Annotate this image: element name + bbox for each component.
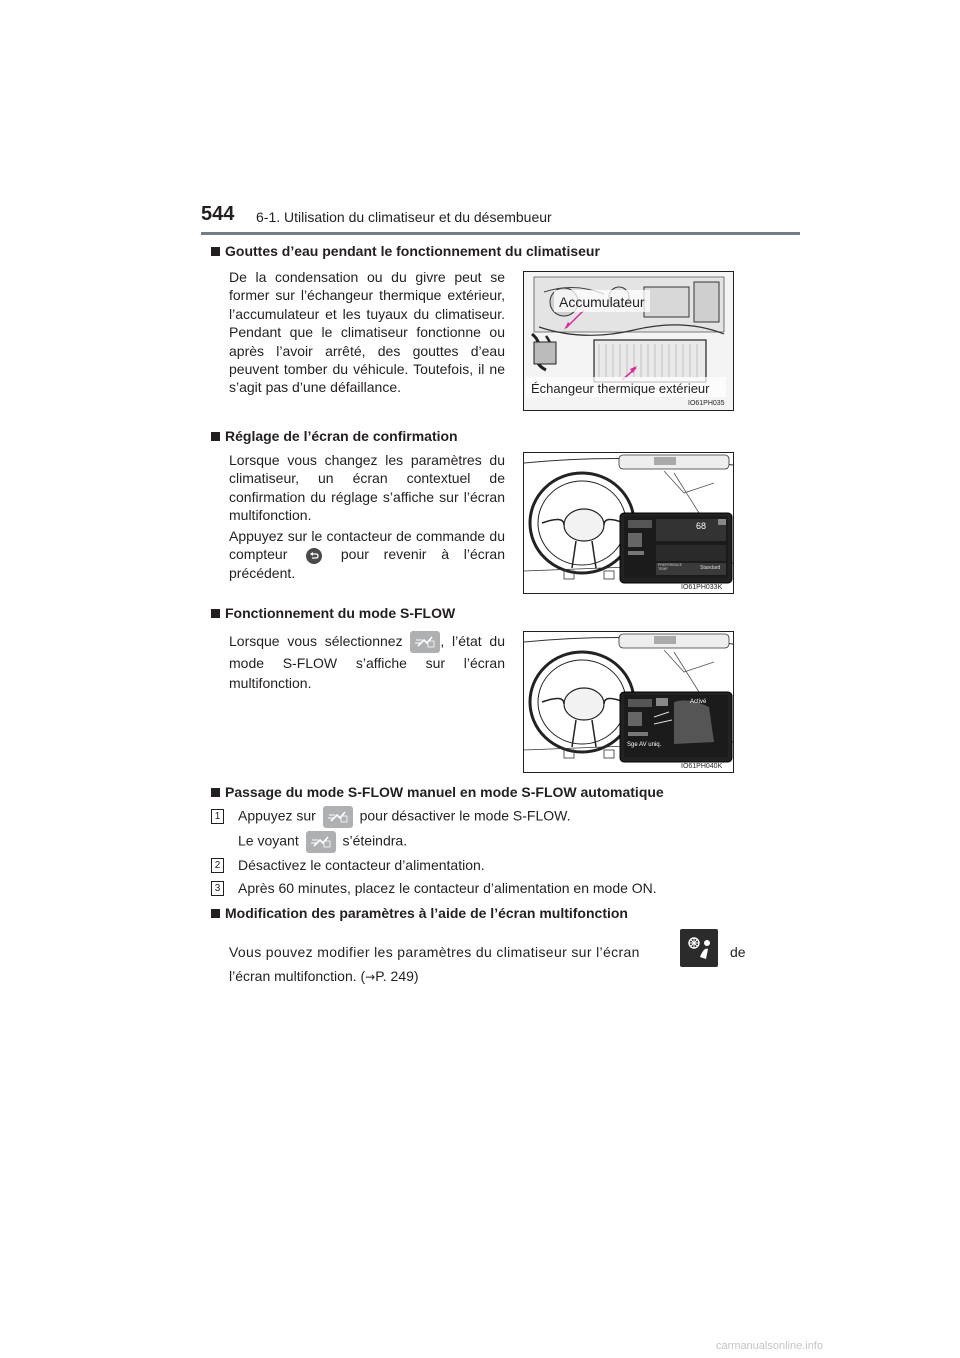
page-reference-link[interactable]: P. 249) (375, 968, 419, 984)
watermark: carmanualsonline.info (716, 1340, 824, 1352)
chapter-title: 6-1. Utilisation du climatiseur et du désembueur (256, 209, 552, 225)
label-exchanger: Échangeur thermique extérieur (531, 381, 710, 396)
climate-screen-icon (680, 929, 718, 967)
sflow-button-icon (410, 631, 440, 653)
sflow-indicator-icon (306, 831, 336, 853)
section-heading-condensation: Gouttes d’eau pendant le fonctionnement du climatiseur (211, 243, 600, 259)
bullet-square-icon (211, 788, 220, 797)
bullet-square-icon (211, 609, 220, 618)
section-heading-manual-to-auto: Passage du mode S-FLOW manuel en mode S-FLOW automatique (211, 784, 664, 800)
header-rule (201, 232, 800, 235)
multifunction-body-line2: l’écran multifonction. (→P. 249) (229, 968, 419, 984)
arrow-right-icon: → (365, 970, 376, 984)
step-number-2: 2 (211, 858, 224, 873)
figure-code: IO61PH035 (688, 400, 725, 407)
page-number: 544 (201, 203, 235, 225)
screen-status: Activé (690, 699, 707, 705)
confirmation-body-2: Appuyez sur le contacteur de commande du compteur pour revenir à l’écran précédent. (229, 528, 506, 581)
bullet-square-icon (211, 909, 220, 918)
figure-cockpit-sflow (523, 631, 734, 773)
label-accumulator: Accumulateur (559, 294, 645, 310)
return-icon (306, 548, 322, 564)
bullet-square-icon (211, 247, 220, 256)
screen-label-bottom: Standard (700, 565, 721, 571)
section-heading-confirmation: Réglage de l’écran de confirmation (211, 428, 458, 444)
figure-cockpit-confirmation (523, 452, 734, 594)
screen-value: 68 (696, 521, 707, 531)
step-number-3: 3 (211, 881, 224, 896)
screen-label: Sge AV uniq. (627, 742, 662, 748)
step-1-text: Appuyez sur pour désactiver le mode S-FLOW. (238, 806, 570, 828)
condensation-body: De la condensation ou du givre peut se former sur l’échangeur thermique extérieur, l’accumulateur et les tuyaux du climatiseur. Pendant que le climatiseur fonctionne ou après l’avoir arrêté, des gouttes d’eau peuvent tomber du véhicule. Toutefois, il ne s’agit pas d’une défaillance. (229, 269, 505, 396)
confirmation-body-1: Lorsque vous changez les paramètres du climatiseur, un écran contextuel de confirmation du réglage s’affiche sur l’écran multifonction. (229, 452, 505, 524)
sflow-button-icon (323, 806, 353, 828)
figure-code: IO61PH033K (681, 584, 723, 591)
figure-engine-bay (523, 271, 734, 411)
figure-code: IO61PH040K (681, 763, 723, 770)
screen-label-left: PREFERENCE TEMP (658, 563, 682, 571)
step-2-text: Désactivez le contacteur d’alimentation. (238, 857, 485, 873)
step-3-text: Après 60 minutes, placez le contacteur d’alimentation en mode ON. (238, 880, 657, 896)
sflow-body: Lorsque vous sélectionnez , l’état du mode S-FLOW s’affiche sur l’écran multifonction. (229, 633, 505, 692)
step-1-subtext: Le voyant s’éteindra. (238, 831, 407, 853)
bullet-square-icon (211, 432, 220, 441)
section-heading-multifunction: Modification des paramètres à l’aide de l’écran multifonction (211, 905, 628, 921)
step-number-1: 1 (211, 809, 224, 824)
multifunction-body-de: de (730, 944, 746, 960)
section-heading-sflow: Fonctionnement du mode S-FLOW (211, 605, 455, 621)
multifunction-body-line1: Vous pouvez modifier les paramètres du climatiseur sur l’écran (229, 944, 640, 960)
